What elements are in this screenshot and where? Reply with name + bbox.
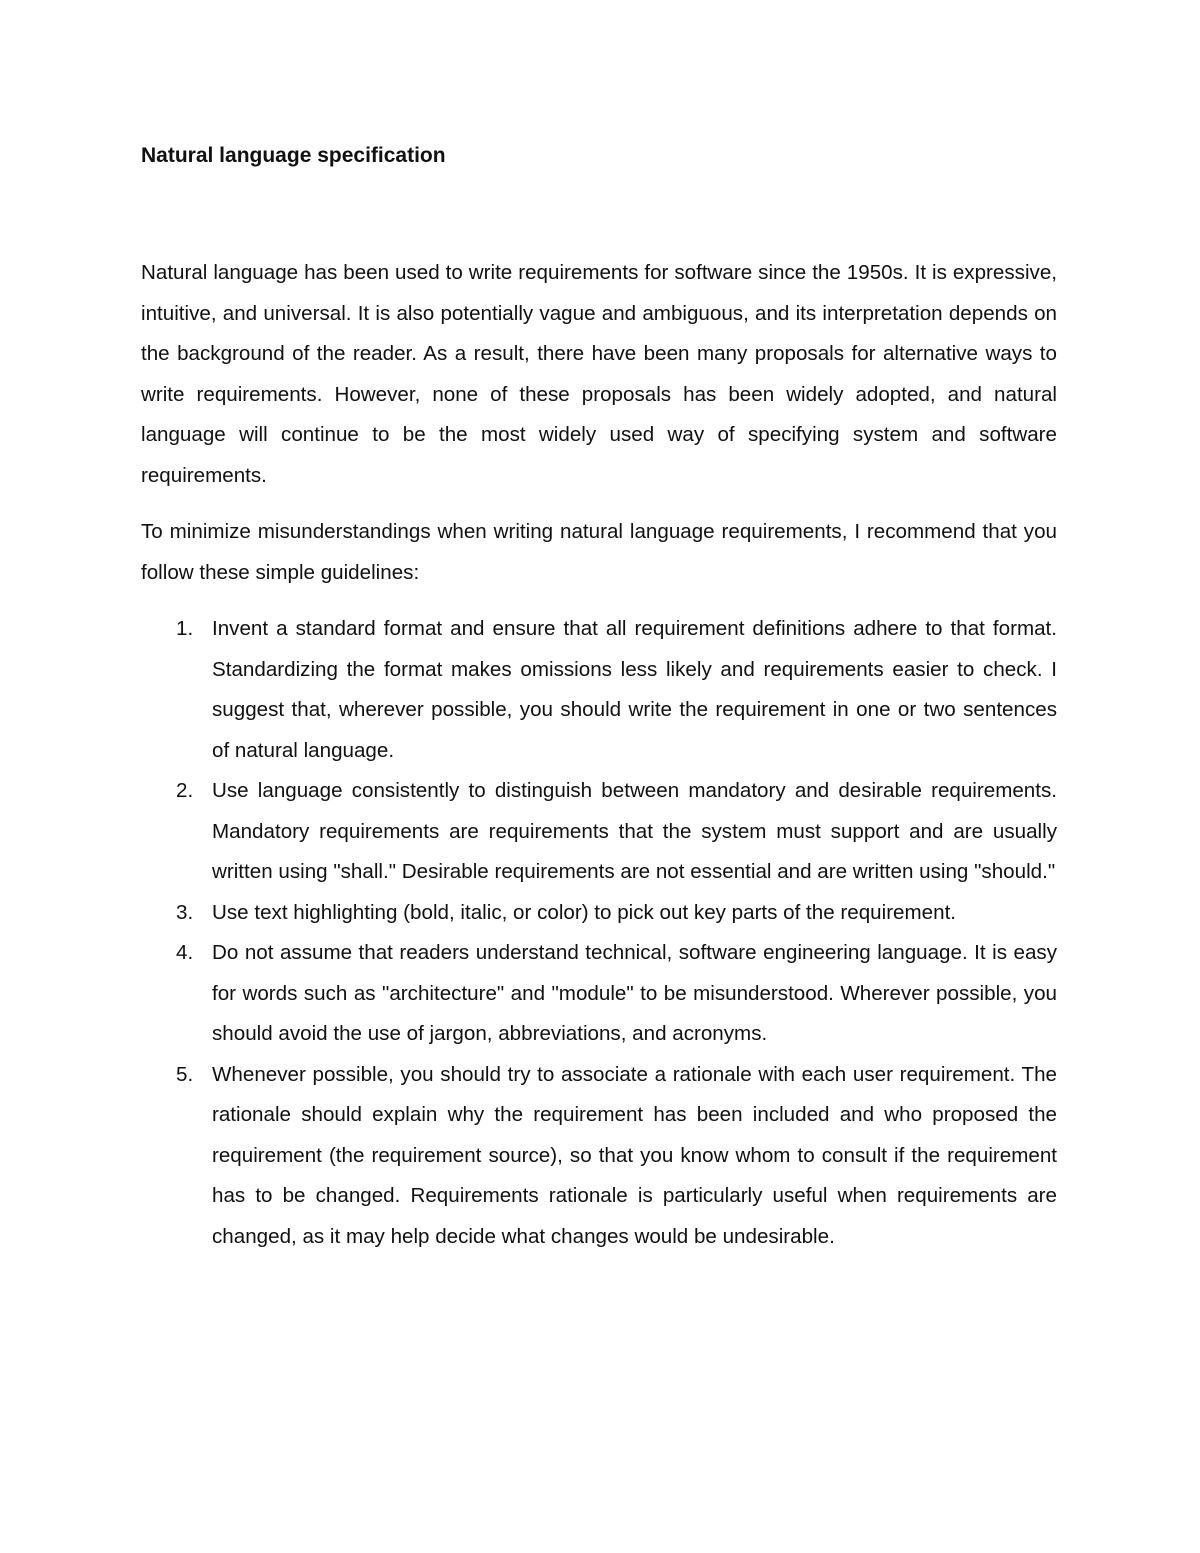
list-item-number: 4.: [176, 941, 194, 964]
list-item-number: 3.: [176, 900, 194, 924]
guidelines-list: [141, 609, 1057, 1257]
document-page: [141, 141, 1057, 1257]
list-item-text: Whenever possible, you should try to associate a rationale with each user requirement. The rationale should explain why the requirement has been included and who proposed the requirement (the requirement source), so that you know whom to consult if the requirement has to be changed. Requirements rationale is particularly useful when requirements are changed, as it may help decide what changes would be undesirable.: [212, 1062, 1057, 1248]
list-item-number: 5.: [176, 1062, 194, 1086]
list-item: [141, 933, 1057, 1055]
list-item: [141, 1055, 1057, 1258]
list-item: [141, 893, 1057, 934]
list-item: [141, 771, 1057, 893]
list-item-text: Use language consistently to distinguish between mandatory and desirable requirements. Mandatory requirements are requirements that the system must support and are usually written using "shall." Desirable requirements are not essential and are written using "should.": [212, 779, 1057, 883]
list-item-text: Do not assume that readers understand technical, software engineering language. It is easy for words such as "architecture" and "module" to be misunderstood. Wherever possible, you should avoid the use of jargon, abbreviations, and acronyms.: [212, 941, 1057, 1045]
document-title: Natural language specification: [141, 144, 446, 167]
intro-paragraph: Natural language has been used to write requirements for software since the 1950s. It is expressive, intuitive, and universal. It is also potentially vague and ambiguous, and its interpretation depends on the background of the reader. As a result, there have been many proposals for alternative ways to write requirements. However, none of these proposals has been widely adopted, and natural language will continue to be the most widely used way of specifying system and software requirements.: [141, 261, 1057, 487]
list-item-number: 1.: [176, 617, 194, 640]
list-item: [141, 609, 1057, 771]
list-item-text: Invent a standard format and ensure that all requirement definitions adhere to that format. Standardizing the format makes omissions less likely and requirements easier to check. I suggest that, wherever possible, you should write the requirement in one or two sentences of natural language.: [212, 617, 1057, 762]
guidelines-intro-paragraph: To minimize misunderstandings when writing natural language requirements, I recommend that you follow these simple guidelines:: [141, 520, 1057, 584]
list-item-number: 2.: [176, 779, 194, 802]
list-item-text: Use text highlighting (bold, italic, or color) to pick out key parts of the requirement.: [212, 900, 957, 924]
